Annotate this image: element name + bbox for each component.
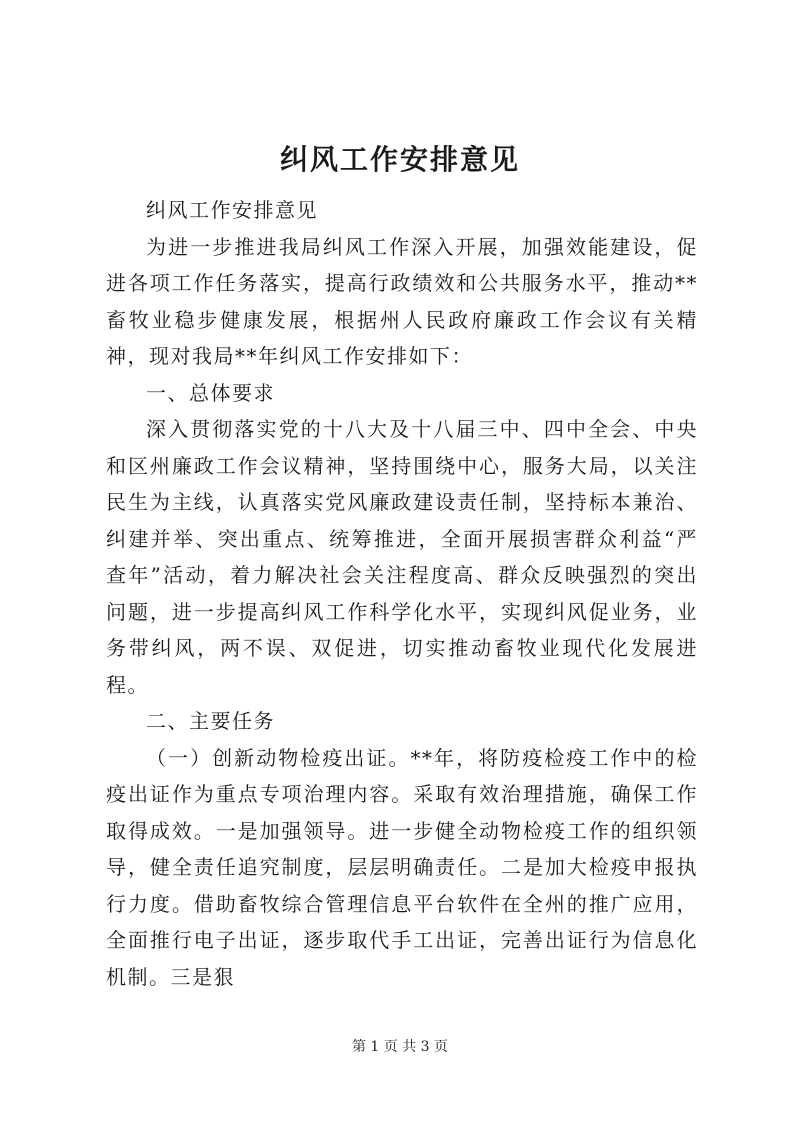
subtitle-paragraph: 纠风工作安排意见 [146,198,318,222]
page-footer: 第 1 页 共 3 页 [351,1039,449,1055]
task-one-paragraph: （一）创新动物检疫出证。**年，将防疫检疫工作中的检疫出证作为重点专项治理内容。采取有效治理措施，确保工作取得成效。一是加强领导。进一步健全动物检疫工作的组织领导，健全责任追究制度，层层明确责任。二是加大检疫申报执行力度。借助畜牧综合管理信息平台软件在全州的推广应用，全面推行电子出证，逐步取代手工出证，完善出证行为信息化机制。三是狠 [106,745,698,989]
document-body [106,192,698,995]
intro-paragraph: 为进一步推进我局纠风工作深入开展，加强效能建设，促进各项工作任务落实，提高行政绩效和公共服务水平，推动**畜牧业稳步健康发展，根据州人民政府廉政工作会议有关精神，现对我局**年纠风工作安排如下： [106,234,698,368]
section-heading-main-tasks: 二、主要任务 [146,709,275,733]
document-title: 纠风工作安排意见 [279,143,520,176]
section-heading-general-requirements: 一、总体要求 [146,380,275,405]
general-requirements-paragraph: 深入贯彻落实党的十八大及十八届三中、四中全会、中央和区州廉政工作会议精神，坚持围绕中心，服务大局，以关注民生为主线，认真落实党风廉政建设责任制，坚持标本兼治、纠建并举、突出重点、统筹推进，全面开展损害群众利益“严查年”活动，着力解决社会关注程度高、群众反映强烈的突出问题，进一步提高纠风工作科学化水平，实现纠风促业务，业务带纠风，两不误、双促进，切实推动畜牧业现代化发展进程。 [106,417,698,697]
